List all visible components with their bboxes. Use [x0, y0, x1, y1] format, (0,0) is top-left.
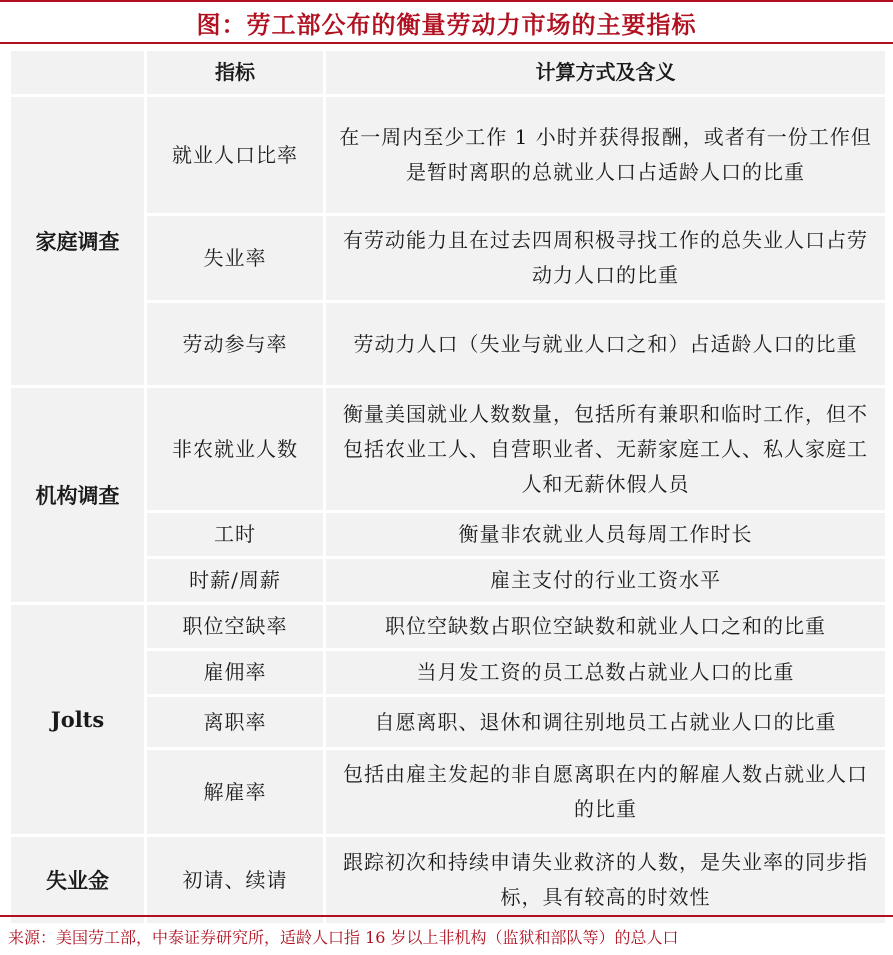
table-header-row	[11, 51, 885, 94]
table-row	[11, 605, 885, 648]
table-row	[11, 388, 885, 510]
indicator-name: 离职率	[147, 697, 323, 747]
indicator-name: 就业人口比率	[147, 97, 323, 213]
indicator-definition: 有劳动能力且在过去四周积极寻找工作的总失业人口占劳动力人口的比重	[326, 216, 885, 300]
indicator-definition: 在一周内至少工作 1 小时并获得报酬，或者有一份工作但是暂时离职的总就业人口占适龄人口的比重	[326, 97, 885, 213]
indicator-name: 时薪/周薪	[147, 559, 323, 602]
indicator-definition: 自愿离职、退休和调往别地员工占就业人口的比重	[326, 697, 885, 747]
indicator-name: 初请、续请	[147, 837, 323, 923]
indicator-name: 工时	[147, 513, 323, 556]
indicator-name: 职位空缺率	[147, 605, 323, 648]
indicator-definition: 衡量美国就业人数数量，包括所有兼职和临时工作，但不包括农业工人、自营职业者、无薪家庭工人、私人家庭工人和无薪休假人员	[326, 388, 885, 510]
header-definition: 计算方式及含义	[326, 51, 885, 94]
indicator-definition: 当月发工资的员工总数占就业人口的比重	[326, 651, 885, 694]
indicator-name: 劳动参与率	[147, 303, 323, 385]
indicator-definition: 包括由雇主发起的非自愿离职在内的解雇人数占就业人口的比重	[326, 750, 885, 834]
indicator-table	[8, 48, 888, 926]
indicator-name: 解雇率	[147, 750, 323, 834]
indicator-definition: 劳动力人口（失业与就业人口之和）占适龄人口的比重	[326, 303, 885, 385]
table-row	[11, 97, 885, 213]
indicator-definition: 衡量非农就业人员每周工作时长	[326, 513, 885, 556]
header-category	[11, 51, 144, 94]
indicator-definition: 雇主支付的行业工资水平	[326, 559, 885, 602]
header-indicator: 指标	[147, 51, 323, 94]
source-note: 来源：美国劳工部，中泰证券研究所，适龄人口指 16 岁以上非机构（监狱和部队等）的总人口	[0, 915, 893, 955]
table-row	[11, 837, 885, 923]
figure-title: 图：劳工部公布的衡量劳动力市场的主要指标	[0, 0, 893, 44]
indicator-name: 失业率	[147, 216, 323, 300]
group-label: 失业金	[11, 837, 144, 923]
group-label: 家庭调查	[11, 97, 144, 385]
indicator-name: 非农就业人数	[147, 388, 323, 510]
group-label: Jolts	[11, 605, 144, 834]
indicator-definition: 跟踪初次和持续申请失业救济的人数，是失业率的同步指标，具有较高的时效性	[326, 837, 885, 923]
indicator-definition: 职位空缺数占职位空缺数和就业人口之和的比重	[326, 605, 885, 648]
group-label: 机构调查	[11, 388, 144, 602]
indicator-name: 雇佣率	[147, 651, 323, 694]
